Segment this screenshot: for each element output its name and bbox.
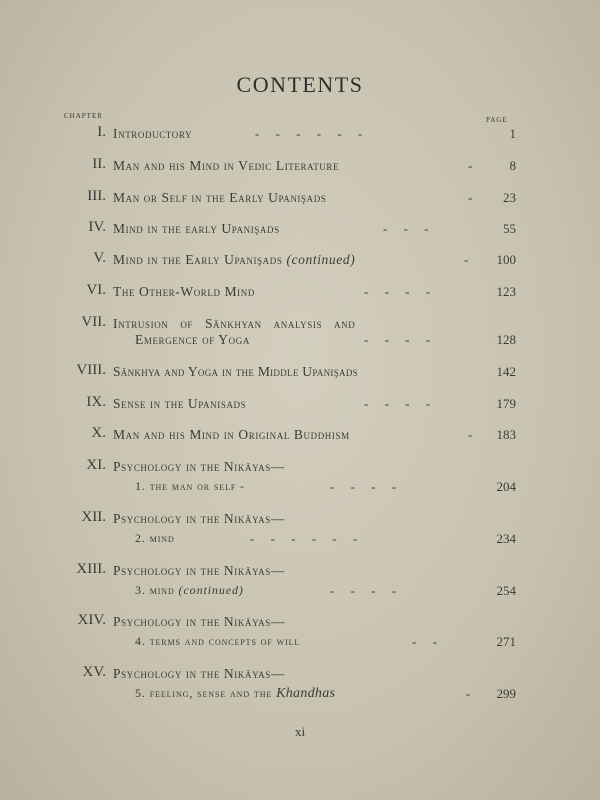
page-number: 142 <box>496 364 516 379</box>
chapter-subtitle: 1. the man or self - <box>135 479 245 493</box>
chapter-title: Introductory <box>113 126 193 141</box>
chapter-number: IX. <box>86 394 106 410</box>
chapter-number: XII. <box>81 509 106 525</box>
chapter-title-continued: Emergence of Yoga <box>135 332 250 347</box>
page-number: 1 <box>509 126 516 141</box>
chapter-title: Psychology in the Nikāyas— <box>113 459 285 474</box>
chapter-number: II. <box>92 156 106 172</box>
leader-dots: - - - - - - <box>255 126 363 141</box>
leader-dots: - <box>468 190 473 205</box>
chapter-title: Intrusion of Sānkhyan analysis and <box>113 316 356 331</box>
chapter-title: Psychology in the Nikāyas— <box>113 614 285 629</box>
chapter-title-text: Mind in the Early Upanişads <box>113 252 283 267</box>
chapter-number: IV. <box>88 219 106 235</box>
chapter-number: VI. <box>86 282 106 298</box>
chapter-title-italic: (continued) <box>286 252 356 267</box>
chapter-number: XIV. <box>77 612 106 628</box>
leader-dots: - - - - <box>330 583 397 598</box>
chapter-title: Man and his Mind in Original Buddhism <box>113 427 350 442</box>
chapter-subtitle: 4. terms and concepts of will <box>135 634 301 648</box>
leader-dots: - <box>468 427 473 442</box>
chapter-title: Sānkhya and Yoga in the Middle Upanişads <box>113 364 358 379</box>
chapter-number: VII. <box>81 314 106 330</box>
chapter-title: Man and his Mind in Vedic Literature <box>113 158 340 173</box>
chapter-subtitle-italic: Khandhas <box>276 686 336 701</box>
page-number: 179 <box>496 396 516 411</box>
leader-dots: - <box>468 158 473 173</box>
page-number: 100 <box>496 252 516 267</box>
page-number: 23 <box>503 190 516 205</box>
page-number: 204 <box>496 479 516 494</box>
chapter-title: Psychology in the Nikāyas— <box>113 563 285 578</box>
page-number: 123 <box>496 284 516 299</box>
chapter-number: XV. <box>82 664 106 680</box>
page-number: 8 <box>509 158 516 173</box>
page-number: 128 <box>496 332 516 347</box>
chapter-number: III. <box>87 188 106 204</box>
page-number: 55 <box>503 221 516 236</box>
page-number: 271 <box>496 634 516 649</box>
chapter-title: Mind in the early Upanişads <box>113 221 280 236</box>
chapter-subtitle-text: 5. feeling, sense and the <box>135 686 273 700</box>
chapter-number: I. <box>97 124 106 140</box>
chapter-title <box>113 252 355 268</box>
chapter-subtitle-italic: (continued) <box>178 583 244 597</box>
leader-dots: - - - - <box>330 479 397 494</box>
page-column-header: PAGE <box>486 116 508 124</box>
chapter-subtitle: 2. mind <box>135 531 175 545</box>
chapter-title: Sense in the Upanisads <box>113 396 247 411</box>
page-number: 234 <box>496 531 516 546</box>
chapter-number: V. <box>93 250 106 266</box>
chapter-number: X. <box>91 425 106 441</box>
leader-dots: - - - - <box>364 396 431 411</box>
page-number: 254 <box>496 583 516 598</box>
chapter-subtitle <box>135 686 335 702</box>
chapter-title: Man or Self in the Early Upanişads <box>113 190 327 205</box>
chapter-title: Psychology in the Nikāyas— <box>113 666 285 681</box>
leader-dots: - - - - <box>364 332 431 347</box>
chapter-subtitle-text: 3. mind <box>135 583 175 597</box>
chapter-title: Psychology in the Nikāyas— <box>113 511 285 526</box>
leader-dots: - - - - <box>364 284 431 299</box>
chapter-number: XIII. <box>76 561 106 577</box>
chapter-number: VIII. <box>76 362 106 378</box>
chapter-subtitle <box>135 583 244 598</box>
leader-dots: - - <box>412 634 437 649</box>
chapter-title: The Other-World Mind <box>113 284 255 299</box>
leader-dots: - <box>464 252 469 267</box>
leader-dots: - - - <box>383 221 429 236</box>
page-folio: xi <box>294 724 306 739</box>
leader-dots: - <box>466 686 471 701</box>
chapter-column-header: CHAPTER <box>64 112 103 120</box>
page-number: 299 <box>496 686 516 701</box>
leader-dots: - - - - - - <box>250 531 358 546</box>
page-number: 183 <box>496 427 516 442</box>
chapter-number: XI. <box>86 457 106 473</box>
page-title: CONTENTS <box>236 72 364 97</box>
